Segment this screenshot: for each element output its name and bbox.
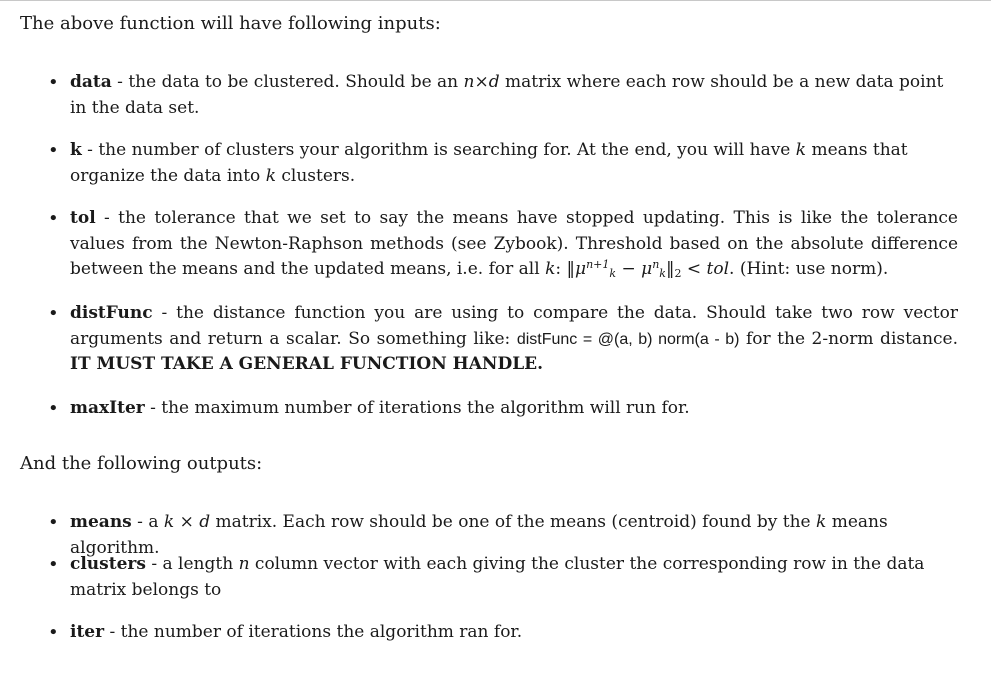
- input-item-data: [48, 70, 958, 121]
- input-item-text: data - the data to be clustered. Should be an n×d matrix where each row should be a new data point in the data set.: [70, 72, 944, 118]
- term-distfunc: distFunc: [70, 303, 153, 323]
- input-item-text: distFunc - the distance function you are using to compare the data. Should take two row vector arguments and return a scalar. So something like: distFunc = @(a, b) norm(a - b) for the 2-norm distance. IT MUST TAKE A GENERAL FUNCTION HANDLE.: [70, 303, 959, 374]
- term-means: means: [70, 512, 132, 532]
- bullet-icon: •: [48, 140, 59, 161]
- input-item-text: maxIter - the maximum number of iterations the algorithm will run for.: [70, 398, 690, 418]
- input-item-distfunc: [48, 301, 958, 378]
- bullet-icon: •: [48, 72, 59, 93]
- term-tol: tol: [70, 208, 96, 228]
- code-snippet: distFunc = @(a, b) norm(a - b): [516, 330, 740, 348]
- term-data: data: [70, 72, 112, 92]
- emphasis-note: IT MUST TAKE A GENERAL FUNCTION HANDLE.: [70, 354, 544, 374]
- bullet-icon: •: [48, 208, 59, 229]
- output-item-clusters: [48, 552, 958, 603]
- bullet-icon: •: [48, 554, 59, 575]
- bullet-icon: •: [48, 512, 59, 533]
- input-item-text: k - the number of clusters your algorithm is searching for. At the end, you will have k means that organize the data into k clusters.: [70, 140, 908, 186]
- top-divider: [0, 0, 991, 1]
- input-item-maxiter: [48, 396, 958, 422]
- norm-formula: $‖\mu^{n+1}_k$ − $\mu^n_k‖_2$ < tol: [566, 258, 730, 280]
- input-item-tol: [48, 206, 958, 283]
- output-item-iter: [48, 620, 958, 646]
- bullet-icon: •: [48, 622, 59, 643]
- bullet-icon: •: [48, 398, 59, 419]
- output-item-text: iter - the number of iterations the algorithm ran for.: [70, 622, 523, 642]
- output-item-text: means - a k × d matrix. Each row should be one of the means (centroid) found by the k means algorithm.: [70, 512, 888, 558]
- output-item-text: clusters - a length n column vector with each giving the cluster the corresponding row in the data matrix belongs to: [70, 554, 925, 600]
- term-iter: iter: [70, 622, 105, 642]
- input-item-k: [48, 138, 958, 189]
- term-maxiter: maxIter: [70, 398, 145, 418]
- bullet-icon: •: [48, 303, 59, 324]
- math-dims: n×d: [463, 72, 500, 92]
- term-clusters: clusters: [70, 554, 146, 574]
- input-item-text: tol - the tolerance that we set to say the means have stopped updating. This is like the tolerance values from the Newton-Raphson methods (see Zybook). Threshold based on the absolute difference between the means and the updated means, i.e. for all k: $‖\mu^{n+1}_k$ − $\mu^n_k‖_2$ < tol. (Hint: use norm).: [70, 208, 958, 280]
- outputs-heading: And the following outputs:: [20, 453, 263, 474]
- inputs-heading: The above function will have following inputs:: [20, 13, 441, 34]
- term-k: k: [70, 140, 82, 160]
